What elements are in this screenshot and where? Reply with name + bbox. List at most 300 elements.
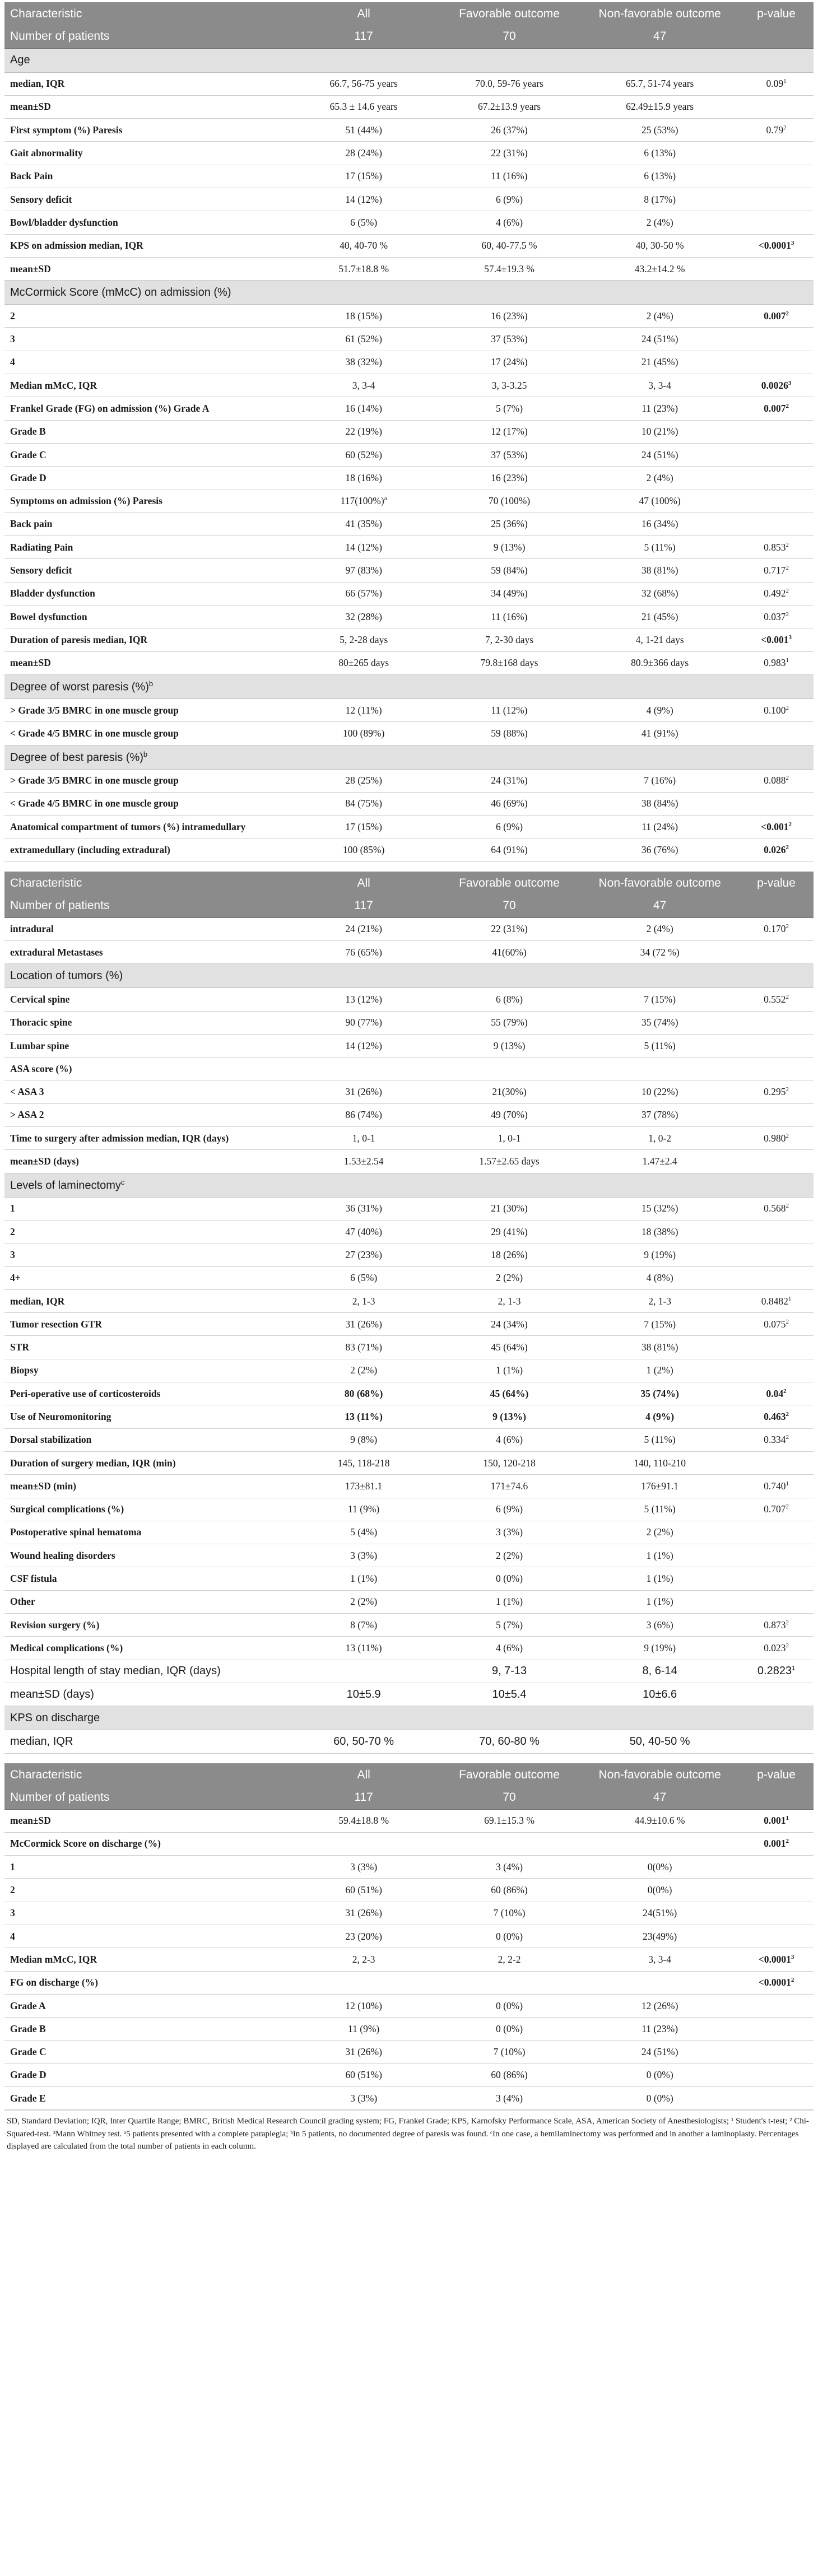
cell-text: 9 (19%) xyxy=(644,1642,676,1653)
footnote-marker: 2 xyxy=(786,775,789,782)
cell-text: 2 (2%) xyxy=(646,1526,673,1538)
cell-text: 2 (4%) xyxy=(646,923,673,935)
pvalue-cell xyxy=(739,917,814,940)
cell-text: 14 (12%) xyxy=(345,541,382,553)
favorable-cell xyxy=(438,490,580,513)
cell-text: 8 (17%) xyxy=(644,193,676,205)
cell-text: 76 (65%) xyxy=(345,946,382,958)
cell-text: CSF fistula xyxy=(10,1573,57,1585)
cell-text: 9 (8%) xyxy=(350,1434,378,1446)
table-header-row xyxy=(4,872,814,895)
characteristic-cell xyxy=(4,941,289,964)
cell-text: 41 (91%) xyxy=(641,727,678,739)
header-favorable-cell: Favorable outcome xyxy=(438,1763,580,1786)
characteristic-cell xyxy=(4,839,289,861)
cell-text: 21 (45%) xyxy=(641,611,678,622)
cell-text: 38 (81%) xyxy=(641,565,678,576)
all-cell xyxy=(289,1058,438,1080)
pvalue-cell xyxy=(739,1150,814,1173)
all-cell xyxy=(289,1567,438,1590)
patients-nonfavorable-cell: 47 xyxy=(580,25,739,48)
favorable-cell xyxy=(438,1405,580,1428)
cell-text: 176±91.1 xyxy=(641,1480,678,1492)
cell-text: 0.463 xyxy=(764,1410,786,1422)
all-cell xyxy=(289,651,438,674)
all-cell xyxy=(289,1127,438,1150)
favorable-cell xyxy=(438,1150,580,1173)
cell-text: 4+ xyxy=(10,1272,21,1284)
characteristic-cell xyxy=(4,72,289,95)
all-cell xyxy=(289,1637,438,1660)
cell-text: 43.2±14.2 % xyxy=(634,263,685,274)
cell-text: 11 (16%) xyxy=(491,170,528,182)
characteristic-cell xyxy=(4,2087,289,2110)
table-row xyxy=(4,397,814,420)
nonfavorable-cell xyxy=(580,374,739,397)
favorable-cell xyxy=(438,305,580,328)
nonfavorable-cell xyxy=(580,1614,739,1637)
all-cell xyxy=(289,1683,438,1706)
table-row xyxy=(4,722,814,745)
favorable-cell xyxy=(438,651,580,674)
cell-text: 4 (6%) xyxy=(495,1642,523,1653)
header-nonfavorable-cell: Non-favorable outcome xyxy=(580,1763,739,1786)
all-cell xyxy=(289,816,438,839)
patients-favorable-cell: 70 xyxy=(438,1786,580,1809)
characteristic-cell xyxy=(4,1856,289,1879)
table-row xyxy=(4,1521,814,1544)
all-cell xyxy=(289,1614,438,1637)
cell-text: 38 (32%) xyxy=(345,356,382,368)
footnote-marker: 2 xyxy=(786,1619,789,1626)
table-row xyxy=(4,2063,814,2086)
cell-text: 9 (13%) xyxy=(493,1040,526,1051)
nonfavorable-cell xyxy=(580,1382,739,1405)
cell-text: Frankel Grade (FG) on admission (%) Grade A xyxy=(10,403,210,414)
cell-text: 0.983 xyxy=(764,657,786,669)
characteristic-cell xyxy=(4,443,289,466)
nonfavorable-cell xyxy=(580,1567,739,1590)
cell-text: 13 (11%) xyxy=(345,1642,382,1653)
pvalue-cell xyxy=(739,72,814,95)
cell-text: Back Pain xyxy=(10,170,53,182)
table-row xyxy=(4,1971,814,1994)
table-row xyxy=(4,628,814,651)
nonfavorable-cell xyxy=(580,1451,739,1474)
table-row xyxy=(4,651,814,674)
all-cell xyxy=(289,1879,438,1902)
cell-text: 2 (2%) xyxy=(350,1364,378,1376)
section-title xyxy=(4,1173,814,1197)
cell-text: 4, 1-21 days xyxy=(635,633,684,645)
nonfavorable-cell xyxy=(580,792,739,815)
characteristic-cell xyxy=(4,142,289,165)
cell-text: 18 (16%) xyxy=(345,472,382,483)
table-row xyxy=(4,1475,814,1498)
pvalue-cell xyxy=(739,165,814,188)
favorable-cell xyxy=(438,1590,580,1613)
nonfavorable-cell xyxy=(580,917,739,940)
cell-text: 2 (2%) xyxy=(350,1596,378,1608)
cell-text: Gait abnormality xyxy=(10,147,83,159)
cell-text: 1, 0-2 xyxy=(648,1132,672,1144)
header-nonfavorable-cell: Non-favorable outcome xyxy=(580,2,739,25)
nonfavorable-cell xyxy=(580,1359,739,1382)
cell-text: Back pain xyxy=(10,518,53,530)
table-row xyxy=(4,698,814,721)
cell-text: 1 (1%) xyxy=(350,1573,378,1585)
table-row xyxy=(4,1266,814,1289)
header-pvalue-cell: p-value xyxy=(739,1763,814,1786)
favorable-cell xyxy=(438,1359,580,1382)
cell-text: 61 (52%) xyxy=(345,333,382,345)
favorable-cell xyxy=(438,142,580,165)
pvalue-cell xyxy=(739,397,814,420)
pvalue-cell xyxy=(739,1382,814,1405)
footnote-marker: 2 xyxy=(786,1318,789,1325)
footnote-marker: 1 xyxy=(792,1665,796,1672)
patients-all-cell: 117 xyxy=(289,895,438,917)
nonfavorable-cell xyxy=(580,257,739,280)
nonfavorable-cell xyxy=(580,536,739,559)
cell-text: 66 (57%) xyxy=(345,588,382,599)
all-cell xyxy=(289,628,438,651)
footnote-marker: 2 xyxy=(786,403,789,410)
pvalue-cell xyxy=(739,1809,814,1832)
cell-text: 17 (24%) xyxy=(491,356,528,368)
cell-text: 2, 1-3 xyxy=(648,1295,672,1307)
cell-text: 2, 1-3 xyxy=(498,1295,521,1307)
cell-text: 34 (72 %) xyxy=(640,946,680,958)
characteristic-cell xyxy=(4,536,289,559)
cell-text: 34 (49%) xyxy=(491,588,528,599)
characteristic-cell xyxy=(4,1994,289,2017)
cell-text: 6 (5%) xyxy=(350,216,378,228)
pvalue-cell xyxy=(739,559,814,582)
nonfavorable-cell xyxy=(580,513,739,535)
nonfavorable-cell xyxy=(580,698,739,721)
characteristic-cell xyxy=(4,1614,289,1637)
cell-text: 16 (23%) xyxy=(491,472,528,483)
cell-text: 11 (9%) xyxy=(348,2023,380,2034)
pvalue-cell xyxy=(739,351,814,374)
section-header-row xyxy=(4,281,814,305)
cell-text: extramedullary (including extradural) xyxy=(10,844,170,856)
nonfavorable-cell xyxy=(580,816,739,839)
table-footnote: SD, Standard Deviation; IQR, Inter Quartile Range; BMRC, British Medical Research Council grading system; FG, Frankel Grade; KPS, Karnofsky Performance Scale, ASA, American Society of Anesthesiologists; ¹ Student's t-test; ² Chi-Squared-test. ³Mann Whitney test. ᵃ5 patients presented with a complete paraplegia; ᵇIn 5 patients, no documented degree of paresis was found. ᶜIn one case, a hemilaminectomy was performed and in another a laminoplasty. Percentages displayed are calculated from the total number of patients in each column. xyxy=(4,2110,814,2153)
cell-text: 100 (85%) xyxy=(342,844,385,856)
cell-text: 0(0%) xyxy=(647,1884,672,1896)
nonfavorable-cell xyxy=(580,1197,739,1220)
pvalue-cell xyxy=(739,722,814,745)
footnote-marker: 3 xyxy=(788,379,792,386)
characteristic-cell xyxy=(4,1127,289,1150)
header-pvalue-cell: p-value xyxy=(739,872,814,895)
nonfavorable-cell xyxy=(580,628,739,651)
nonfavorable-cell xyxy=(580,988,739,1011)
cell-text: 80 (68%) xyxy=(344,1387,383,1399)
cell-text: 3 (3%) xyxy=(350,1861,378,1872)
cell-text: Levels of laminectomy xyxy=(10,1179,121,1192)
table-row xyxy=(4,1683,814,1706)
all-cell xyxy=(289,165,438,188)
pvalue-cell xyxy=(739,1428,814,1451)
favorable-cell xyxy=(438,1428,580,1451)
cell-text: 24 (34%) xyxy=(491,1318,528,1330)
cell-text: 10 (21%) xyxy=(641,426,678,437)
cell-text: 83 (71%) xyxy=(345,1341,382,1353)
header-characteristic-cell: Characteristic xyxy=(4,872,289,895)
pvalue-cell xyxy=(739,1971,814,1994)
table-row xyxy=(4,165,814,188)
all-cell xyxy=(289,1451,438,1474)
cell-text: 70, 60-80 % xyxy=(479,1735,540,1748)
cell-text: 3 xyxy=(10,1907,15,1919)
cell-text: Surgical complications (%) xyxy=(10,1503,124,1515)
characteristic-cell xyxy=(4,234,289,257)
favorable-cell xyxy=(438,1544,580,1567)
cell-text: 7 (10%) xyxy=(493,2046,526,2058)
section-title xyxy=(4,1706,814,1730)
characteristic-cell xyxy=(4,1902,289,1925)
cell-text: 60, 50-70 % xyxy=(333,1735,394,1748)
pvalue-cell xyxy=(739,1856,814,1879)
characteristic-cell xyxy=(4,165,289,188)
cell-text: 0.740 xyxy=(764,1480,786,1492)
cell-text: KPS on discharge xyxy=(10,1711,100,1724)
all-cell xyxy=(289,988,438,1011)
table-row xyxy=(4,1637,814,1660)
table-row xyxy=(4,1220,814,1243)
all-cell xyxy=(289,769,438,792)
cell-text: mean±SD xyxy=(10,263,51,274)
characteristic-cell xyxy=(4,1034,289,1057)
pvalue-cell xyxy=(739,1475,814,1498)
cell-text: Biopsy xyxy=(10,1364,39,1376)
cell-text: 11 (23%) xyxy=(642,403,678,414)
cell-text: 173±81.1 xyxy=(345,1480,383,1492)
footnote-marker: 2 xyxy=(786,588,789,595)
nonfavorable-cell xyxy=(580,1832,739,1855)
table-row xyxy=(4,1856,814,1879)
cell-text: 24 (51%) xyxy=(641,449,678,460)
pvalue-cell xyxy=(739,305,814,328)
nonfavorable-cell xyxy=(580,1902,739,1925)
all-cell xyxy=(289,1730,438,1753)
cell-text: 2 xyxy=(10,310,15,322)
favorable-cell xyxy=(438,1832,580,1855)
footnote-marker: 2 xyxy=(786,611,789,618)
cell-text: Duration of paresis median, IQR xyxy=(10,633,148,645)
footnote-marker: 2 xyxy=(786,1132,789,1139)
table-row xyxy=(4,941,814,964)
cell-text: 45 (64%) xyxy=(491,1341,528,1353)
favorable-cell xyxy=(438,1313,580,1336)
characteristic-cell xyxy=(4,792,289,815)
cell-text: 31 (26%) xyxy=(345,2046,382,2058)
nonfavorable-cell xyxy=(580,1150,739,1173)
favorable-cell xyxy=(438,1567,580,1590)
cell-text: Sensory deficit xyxy=(10,565,72,576)
pvalue-cell xyxy=(739,1683,814,1706)
characteristic-cell xyxy=(4,1313,289,1336)
characteristic-cell xyxy=(4,1103,289,1126)
cell-text: 7 (15%) xyxy=(644,993,676,1005)
cell-text: 86 (74%) xyxy=(345,1109,382,1121)
all-cell xyxy=(289,536,438,559)
all-cell xyxy=(289,1080,438,1103)
favorable-cell xyxy=(438,988,580,1011)
cell-text: 2, 2-3 xyxy=(352,1953,375,1965)
cell-text: 80±265 days xyxy=(338,657,389,669)
favorable-cell xyxy=(438,1103,580,1126)
cell-text: Grade B xyxy=(10,426,46,437)
cell-text: < Grade 4/5 BMRC in one muscle group xyxy=(10,727,179,739)
nonfavorable-cell xyxy=(580,1879,739,1902)
section-title xyxy=(4,964,814,988)
pvalue-cell xyxy=(739,1660,814,1683)
nonfavorable-cell xyxy=(580,1590,739,1613)
cell-text: 0.088 xyxy=(764,775,786,786)
table-row xyxy=(4,559,814,582)
characteristic-cell xyxy=(4,2018,289,2041)
table-break xyxy=(4,1753,814,1763)
cell-text: 9 (13%) xyxy=(493,541,526,553)
favorable-cell xyxy=(438,1220,580,1243)
pvalue-cell xyxy=(739,2087,814,2110)
cell-text: 67.2±13.9 years xyxy=(477,101,541,113)
favorable-cell xyxy=(438,257,580,280)
cell-text: 36 (31%) xyxy=(345,1203,382,1214)
cell-text: 60 (51%) xyxy=(345,2069,382,2081)
all-cell xyxy=(289,305,438,328)
table-row xyxy=(4,1289,814,1312)
all-cell xyxy=(289,72,438,95)
table-row xyxy=(4,1034,814,1057)
characteristic-cell xyxy=(4,628,289,651)
cell-text: 4 (6%) xyxy=(495,216,523,228)
table-row xyxy=(4,988,814,1011)
cell-text: 1.47±2.4 xyxy=(642,1156,677,1167)
cell-text: 17 (15%) xyxy=(345,821,382,832)
cell-text: 79.8±168 days xyxy=(480,657,538,669)
favorable-cell xyxy=(438,1080,580,1103)
nonfavorable-cell xyxy=(580,351,739,374)
all-cell xyxy=(289,1948,438,1971)
cell-text: 28 (25%) xyxy=(345,775,382,786)
table-row xyxy=(4,839,814,861)
cell-text: 2 (2%) xyxy=(495,1272,523,1284)
characteristic-cell xyxy=(4,1683,289,1706)
cell-text: 2, 2-2 xyxy=(498,1953,521,1965)
all-cell xyxy=(289,839,438,861)
cell-text: 90 (77%) xyxy=(345,1017,382,1028)
favorable-cell xyxy=(438,1127,580,1150)
cell-text: 10±5.4 xyxy=(492,1688,527,1701)
cell-text: 7 (16%) xyxy=(644,775,676,786)
favorable-cell xyxy=(438,2063,580,2086)
pvalue-cell xyxy=(739,420,814,443)
patients-favorable-cell: 70 xyxy=(438,895,580,917)
break-cell xyxy=(4,861,814,872)
cell-text: 9 (13%) xyxy=(492,1410,526,1422)
cell-text: Sensory deficit xyxy=(10,193,72,205)
characteristic-cell xyxy=(4,1451,289,1474)
table-row xyxy=(4,1127,814,1150)
all-cell xyxy=(289,1382,438,1405)
cell-text: 0.717 xyxy=(764,565,786,576)
cell-text: 38 (84%) xyxy=(641,798,678,809)
cell-text: 1 (1%) xyxy=(495,1364,523,1376)
pvalue-cell xyxy=(739,1498,814,1521)
table-row xyxy=(4,188,814,211)
table-row xyxy=(4,257,814,280)
cell-text: 0.853 xyxy=(764,541,786,553)
characteristic-cell xyxy=(4,1832,289,1855)
characteristic-cell xyxy=(4,1660,289,1683)
cell-text: 66.7, 56-75 years xyxy=(329,78,398,90)
section-header-row xyxy=(4,48,814,72)
all-cell xyxy=(289,722,438,745)
footnote-marker: 2 xyxy=(786,541,789,548)
table-header-row xyxy=(4,1763,814,1786)
cell-text: 60 (51%) xyxy=(345,1884,382,1896)
table-row xyxy=(4,1451,814,1474)
cell-text: 25 (53%) xyxy=(641,124,678,136)
footnote-marker: c xyxy=(120,1177,125,1186)
cell-text: Grade E xyxy=(10,2092,46,2104)
favorable-cell xyxy=(438,420,580,443)
pvalue-cell xyxy=(739,941,814,964)
pvalue-cell xyxy=(739,1405,814,1428)
nonfavorable-cell xyxy=(580,582,739,605)
pvalue-cell xyxy=(739,1948,814,1971)
characteristic-cell xyxy=(4,328,289,351)
cell-text: 26 (37%) xyxy=(491,124,528,136)
cell-text: 0 (0%) xyxy=(495,2000,523,2011)
favorable-cell xyxy=(438,1902,580,1925)
cell-text: 32 (28%) xyxy=(345,611,382,622)
cell-text: 2 (2%) xyxy=(495,1549,523,1561)
pvalue-cell xyxy=(739,769,814,792)
nonfavorable-cell xyxy=(580,1498,739,1521)
cell-text: 5 (11%) xyxy=(644,1040,676,1051)
characteristic-cell xyxy=(4,211,289,234)
cell-text: Grade C xyxy=(10,449,47,460)
cell-text: 44.9±10.6 % xyxy=(634,1815,685,1827)
pvalue-cell xyxy=(739,536,814,559)
cell-text: 70.0, 59-76 years xyxy=(475,78,543,90)
cell-text: Postoperative spinal hematoma xyxy=(10,1526,142,1538)
cell-text: 5 (7%) xyxy=(495,403,523,414)
cell-text: 12 (10%) xyxy=(345,2000,382,2011)
nonfavorable-cell xyxy=(580,2018,739,2041)
cell-text: 49 (70%) xyxy=(491,1109,528,1121)
cell-text: 171±74.6 xyxy=(490,1480,528,1492)
pvalue-cell xyxy=(739,1058,814,1080)
characteristic-cell xyxy=(4,559,289,582)
pvalue-cell xyxy=(739,698,814,721)
cell-text: 6 (13%) xyxy=(644,170,676,182)
table-row xyxy=(4,1359,814,1382)
cell-text: 3 (6%) xyxy=(646,1619,673,1631)
characteristic-cell xyxy=(4,1637,289,1660)
table-row xyxy=(4,1103,814,1126)
all-cell xyxy=(289,1475,438,1498)
characteristic-cell xyxy=(4,769,289,792)
cell-text: 3 xyxy=(10,333,15,345)
cell-text: 150, 120-218 xyxy=(483,1457,536,1469)
